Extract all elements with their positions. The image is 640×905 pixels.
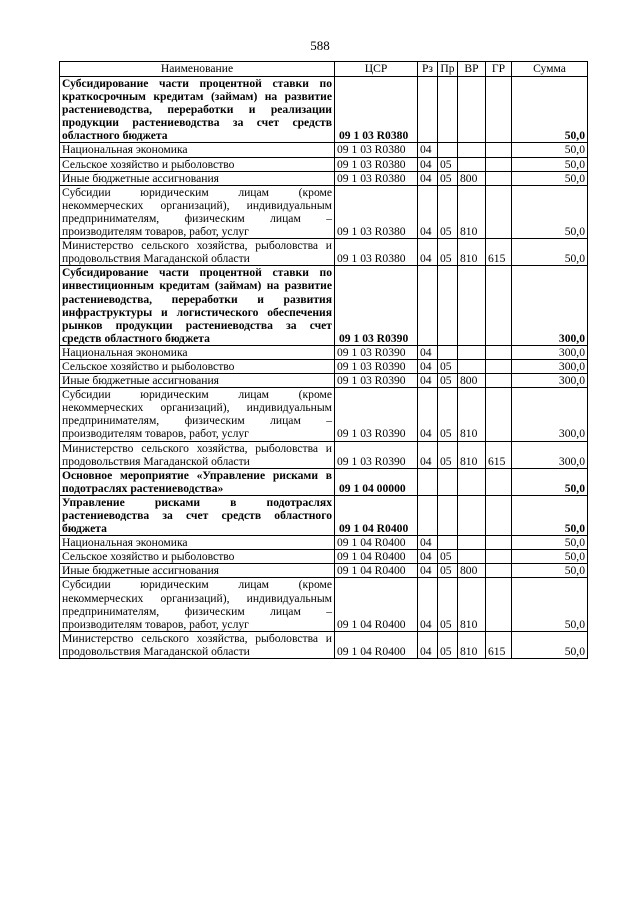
- cell-rz: 04: [418, 185, 438, 238]
- header-sum: Сумма: [512, 62, 588, 77]
- cell-name: Субсидии юридическим лицам (кроме некоммерческих организаций), индивидуальным предпринимателям, физическим лицам – производителям товаров, работ, услуг: [60, 388, 335, 441]
- cell-vr: [458, 77, 486, 143]
- cell-sum: 50,0: [512, 157, 588, 171]
- cell-gr: [486, 374, 512, 388]
- cell-pr: 05: [438, 185, 458, 238]
- cell-csr: 09 1 04 R0400: [335, 495, 418, 535]
- cell-gr: [486, 157, 512, 171]
- cell-name: Сельское хозяйство и рыболовство: [60, 550, 335, 564]
- cell-rz: [418, 77, 438, 143]
- cell-name: Национальная экономика: [60, 143, 335, 157]
- cell-pr: 05: [438, 631, 458, 658]
- cell-pr: [438, 266, 458, 346]
- table-row: [60, 468, 588, 495]
- cell-csr: 09 1 03 R0390: [335, 388, 418, 441]
- cell-gr: [486, 388, 512, 441]
- cell-vr: 800: [458, 564, 486, 578]
- cell-pr: 05: [438, 239, 458, 266]
- budget-table: [59, 61, 588, 659]
- cell-gr: [486, 185, 512, 238]
- cell-vr: [458, 345, 486, 359]
- cell-rz: [418, 266, 438, 346]
- cell-pr: 05: [438, 388, 458, 441]
- cell-sum: 50,0: [512, 578, 588, 631]
- table-row: [60, 388, 588, 441]
- cell-gr: [486, 266, 512, 346]
- cell-rz: 04: [418, 374, 438, 388]
- cell-csr: 09 1 03 R0390: [335, 345, 418, 359]
- table-row: [60, 564, 588, 578]
- cell-csr: 09 1 04 R0400: [335, 564, 418, 578]
- cell-gr: [486, 77, 512, 143]
- table-row: [60, 631, 588, 658]
- cell-pr: 05: [438, 578, 458, 631]
- table-row: [60, 77, 588, 143]
- cell-pr: 05: [438, 157, 458, 171]
- cell-gr: 615: [486, 631, 512, 658]
- cell-sum: 300,0: [512, 345, 588, 359]
- cell-name: Министерство сельского хозяйства, рыболовства и продовольствия Магаданской области: [60, 441, 335, 468]
- cell-sum: 50,0: [512, 631, 588, 658]
- cell-gr: [486, 143, 512, 157]
- cell-name: Субсидии юридическим лицам (кроме некоммерческих организаций), индивидуальным предпринимателям, физическим лицам – производителям товаров, работ, услуг: [60, 578, 335, 631]
- cell-rz: [418, 495, 438, 535]
- cell-vr: [458, 143, 486, 157]
- cell-sum: 50,0: [512, 171, 588, 185]
- cell-csr: 09 1 03 R0390: [335, 441, 418, 468]
- cell-rz: 04: [418, 345, 438, 359]
- cell-csr: 09 1 03 R0380: [335, 239, 418, 266]
- cell-gr: [486, 564, 512, 578]
- cell-csr: 09 1 03 R0380: [335, 77, 418, 143]
- cell-gr: [486, 345, 512, 359]
- cell-name: Субсидии юридическим лицам (кроме некоммерческих организаций), индивидуальным предпринимателям, физическим лицам – производителям товаров, работ, услуг: [60, 185, 335, 238]
- cell-csr: 09 1 04 R0400: [335, 536, 418, 550]
- cell-csr: 09 1 04 R0400: [335, 550, 418, 564]
- cell-sum: 50,0: [512, 185, 588, 238]
- cell-gr: [486, 578, 512, 631]
- cell-gr: [486, 468, 512, 495]
- cell-pr: [438, 468, 458, 495]
- cell-sum: 300,0: [512, 266, 588, 346]
- cell-sum: 50,0: [512, 564, 588, 578]
- cell-csr: 09 1 04 00000: [335, 468, 418, 495]
- cell-gr: [486, 171, 512, 185]
- table-row: [60, 171, 588, 185]
- cell-pr: [438, 345, 458, 359]
- cell-sum: 50,0: [512, 550, 588, 564]
- cell-rz: 04: [418, 564, 438, 578]
- cell-rz: 04: [418, 143, 438, 157]
- cell-vr: [458, 468, 486, 495]
- header-rz: Рз: [418, 62, 438, 77]
- cell-name: Сельское хозяйство и рыболовство: [60, 359, 335, 373]
- cell-csr: 09 1 03 R0390: [335, 266, 418, 346]
- cell-vr: 810: [458, 239, 486, 266]
- cell-vr: 810: [458, 185, 486, 238]
- cell-vr: 800: [458, 171, 486, 185]
- cell-name: Субсидирование части процентной ставки по инвестиционным кредитам (займам) на развитие растениеводства, переработки и развития инфраструктуры и логистического обеспечения рынков продукции растениеводства за счет средств областного бюджета: [60, 266, 335, 346]
- cell-pr: [438, 495, 458, 535]
- cell-vr: [458, 157, 486, 171]
- cell-gr: [486, 359, 512, 373]
- cell-vr: 810: [458, 388, 486, 441]
- cell-sum: 300,0: [512, 441, 588, 468]
- table-row: [60, 345, 588, 359]
- header-csr: ЦСР: [335, 62, 418, 77]
- cell-rz: 04: [418, 157, 438, 171]
- header-name: Наименование: [60, 62, 335, 77]
- cell-pr: 05: [438, 171, 458, 185]
- cell-sum: 50,0: [512, 239, 588, 266]
- cell-csr: 09 1 04 R0400: [335, 578, 418, 631]
- cell-rz: 04: [418, 171, 438, 185]
- cell-name: Управление рисками в подотраслях растениеводства за счет средств областного бюджета: [60, 495, 335, 535]
- table-row: [60, 157, 588, 171]
- cell-vr: [458, 266, 486, 346]
- cell-rz: [418, 468, 438, 495]
- cell-sum: 50,0: [512, 536, 588, 550]
- table-row: [60, 143, 588, 157]
- cell-name: Субсидирование части процентной ставки по краткосрочным кредитам (займам) на развитие растениеводства, переработки и реализации продукции растениеводства за счет средств областного бюджета: [60, 77, 335, 143]
- cell-pr: [438, 143, 458, 157]
- table-row: [60, 441, 588, 468]
- cell-vr: [458, 536, 486, 550]
- table-row: [60, 374, 588, 388]
- cell-sum: 50,0: [512, 143, 588, 157]
- cell-name: Национальная экономика: [60, 536, 335, 550]
- cell-sum: 300,0: [512, 374, 588, 388]
- cell-pr: [438, 77, 458, 143]
- cell-vr: 810: [458, 631, 486, 658]
- cell-vr: 800: [458, 374, 486, 388]
- cell-pr: 05: [438, 374, 458, 388]
- cell-rz: 04: [418, 578, 438, 631]
- cell-rz: 04: [418, 441, 438, 468]
- header-pr: Пр: [438, 62, 458, 77]
- cell-rz: 04: [418, 239, 438, 266]
- cell-name: Иные бюджетные ассигнования: [60, 564, 335, 578]
- cell-vr: [458, 359, 486, 373]
- cell-pr: 05: [438, 359, 458, 373]
- cell-rz: 04: [418, 359, 438, 373]
- cell-sum: 300,0: [512, 388, 588, 441]
- cell-gr: 615: [486, 239, 512, 266]
- table-row: [60, 550, 588, 564]
- header-gr: ГР: [486, 62, 512, 77]
- table-row: [60, 495, 588, 535]
- cell-pr: 05: [438, 564, 458, 578]
- cell-gr: 615: [486, 441, 512, 468]
- table-row: [60, 185, 588, 238]
- cell-csr: 09 1 03 R0380: [335, 185, 418, 238]
- cell-csr: 09 1 03 R0380: [335, 157, 418, 171]
- cell-sum: 50,0: [512, 468, 588, 495]
- cell-rz: 04: [418, 550, 438, 564]
- page-number: 588: [310, 38, 330, 53]
- cell-rz: 04: [418, 631, 438, 658]
- cell-vr: [458, 495, 486, 535]
- cell-pr: [438, 536, 458, 550]
- cell-gr: [486, 536, 512, 550]
- cell-name: Сельское хозяйство и рыболовство: [60, 157, 335, 171]
- cell-name: Министерство сельского хозяйства, рыболовства и продовольствия Магаданской области: [60, 239, 335, 266]
- table-row: [60, 239, 588, 266]
- cell-gr: [486, 550, 512, 564]
- cell-csr: 09 1 03 R0390: [335, 374, 418, 388]
- cell-csr: 09 1 03 R0390: [335, 359, 418, 373]
- cell-name: Национальная экономика: [60, 345, 335, 359]
- cell-csr: 09 1 03 R0380: [335, 171, 418, 185]
- table-row: [60, 536, 588, 550]
- cell-rz: 04: [418, 536, 438, 550]
- cell-name: Основное мероприятие «Управление рисками в подотраслях растениеводства»: [60, 468, 335, 495]
- cell-name: Министерство сельского хозяйства, рыболовства и продовольствия Магаданской области: [60, 631, 335, 658]
- cell-sum: 50,0: [512, 77, 588, 143]
- table-header-row: [60, 62, 588, 77]
- cell-pr: 05: [438, 441, 458, 468]
- cell-csr: 09 1 04 R0400: [335, 631, 418, 658]
- cell-vr: 810: [458, 441, 486, 468]
- table-row: [60, 266, 588, 346]
- cell-name: Иные бюджетные ассигнования: [60, 374, 335, 388]
- table-body: [60, 77, 588, 659]
- cell-sum: 50,0: [512, 495, 588, 535]
- cell-vr: [458, 550, 486, 564]
- table-row: [60, 578, 588, 631]
- cell-name: Иные бюджетные ассигнования: [60, 171, 335, 185]
- cell-vr: 810: [458, 578, 486, 631]
- table-row: [60, 359, 588, 373]
- cell-gr: [486, 495, 512, 535]
- cell-sum: 300,0: [512, 359, 588, 373]
- header-vr: ВР: [458, 62, 486, 77]
- cell-csr: 09 1 03 R0380: [335, 143, 418, 157]
- cell-pr: 05: [438, 550, 458, 564]
- cell-rz: 04: [418, 388, 438, 441]
